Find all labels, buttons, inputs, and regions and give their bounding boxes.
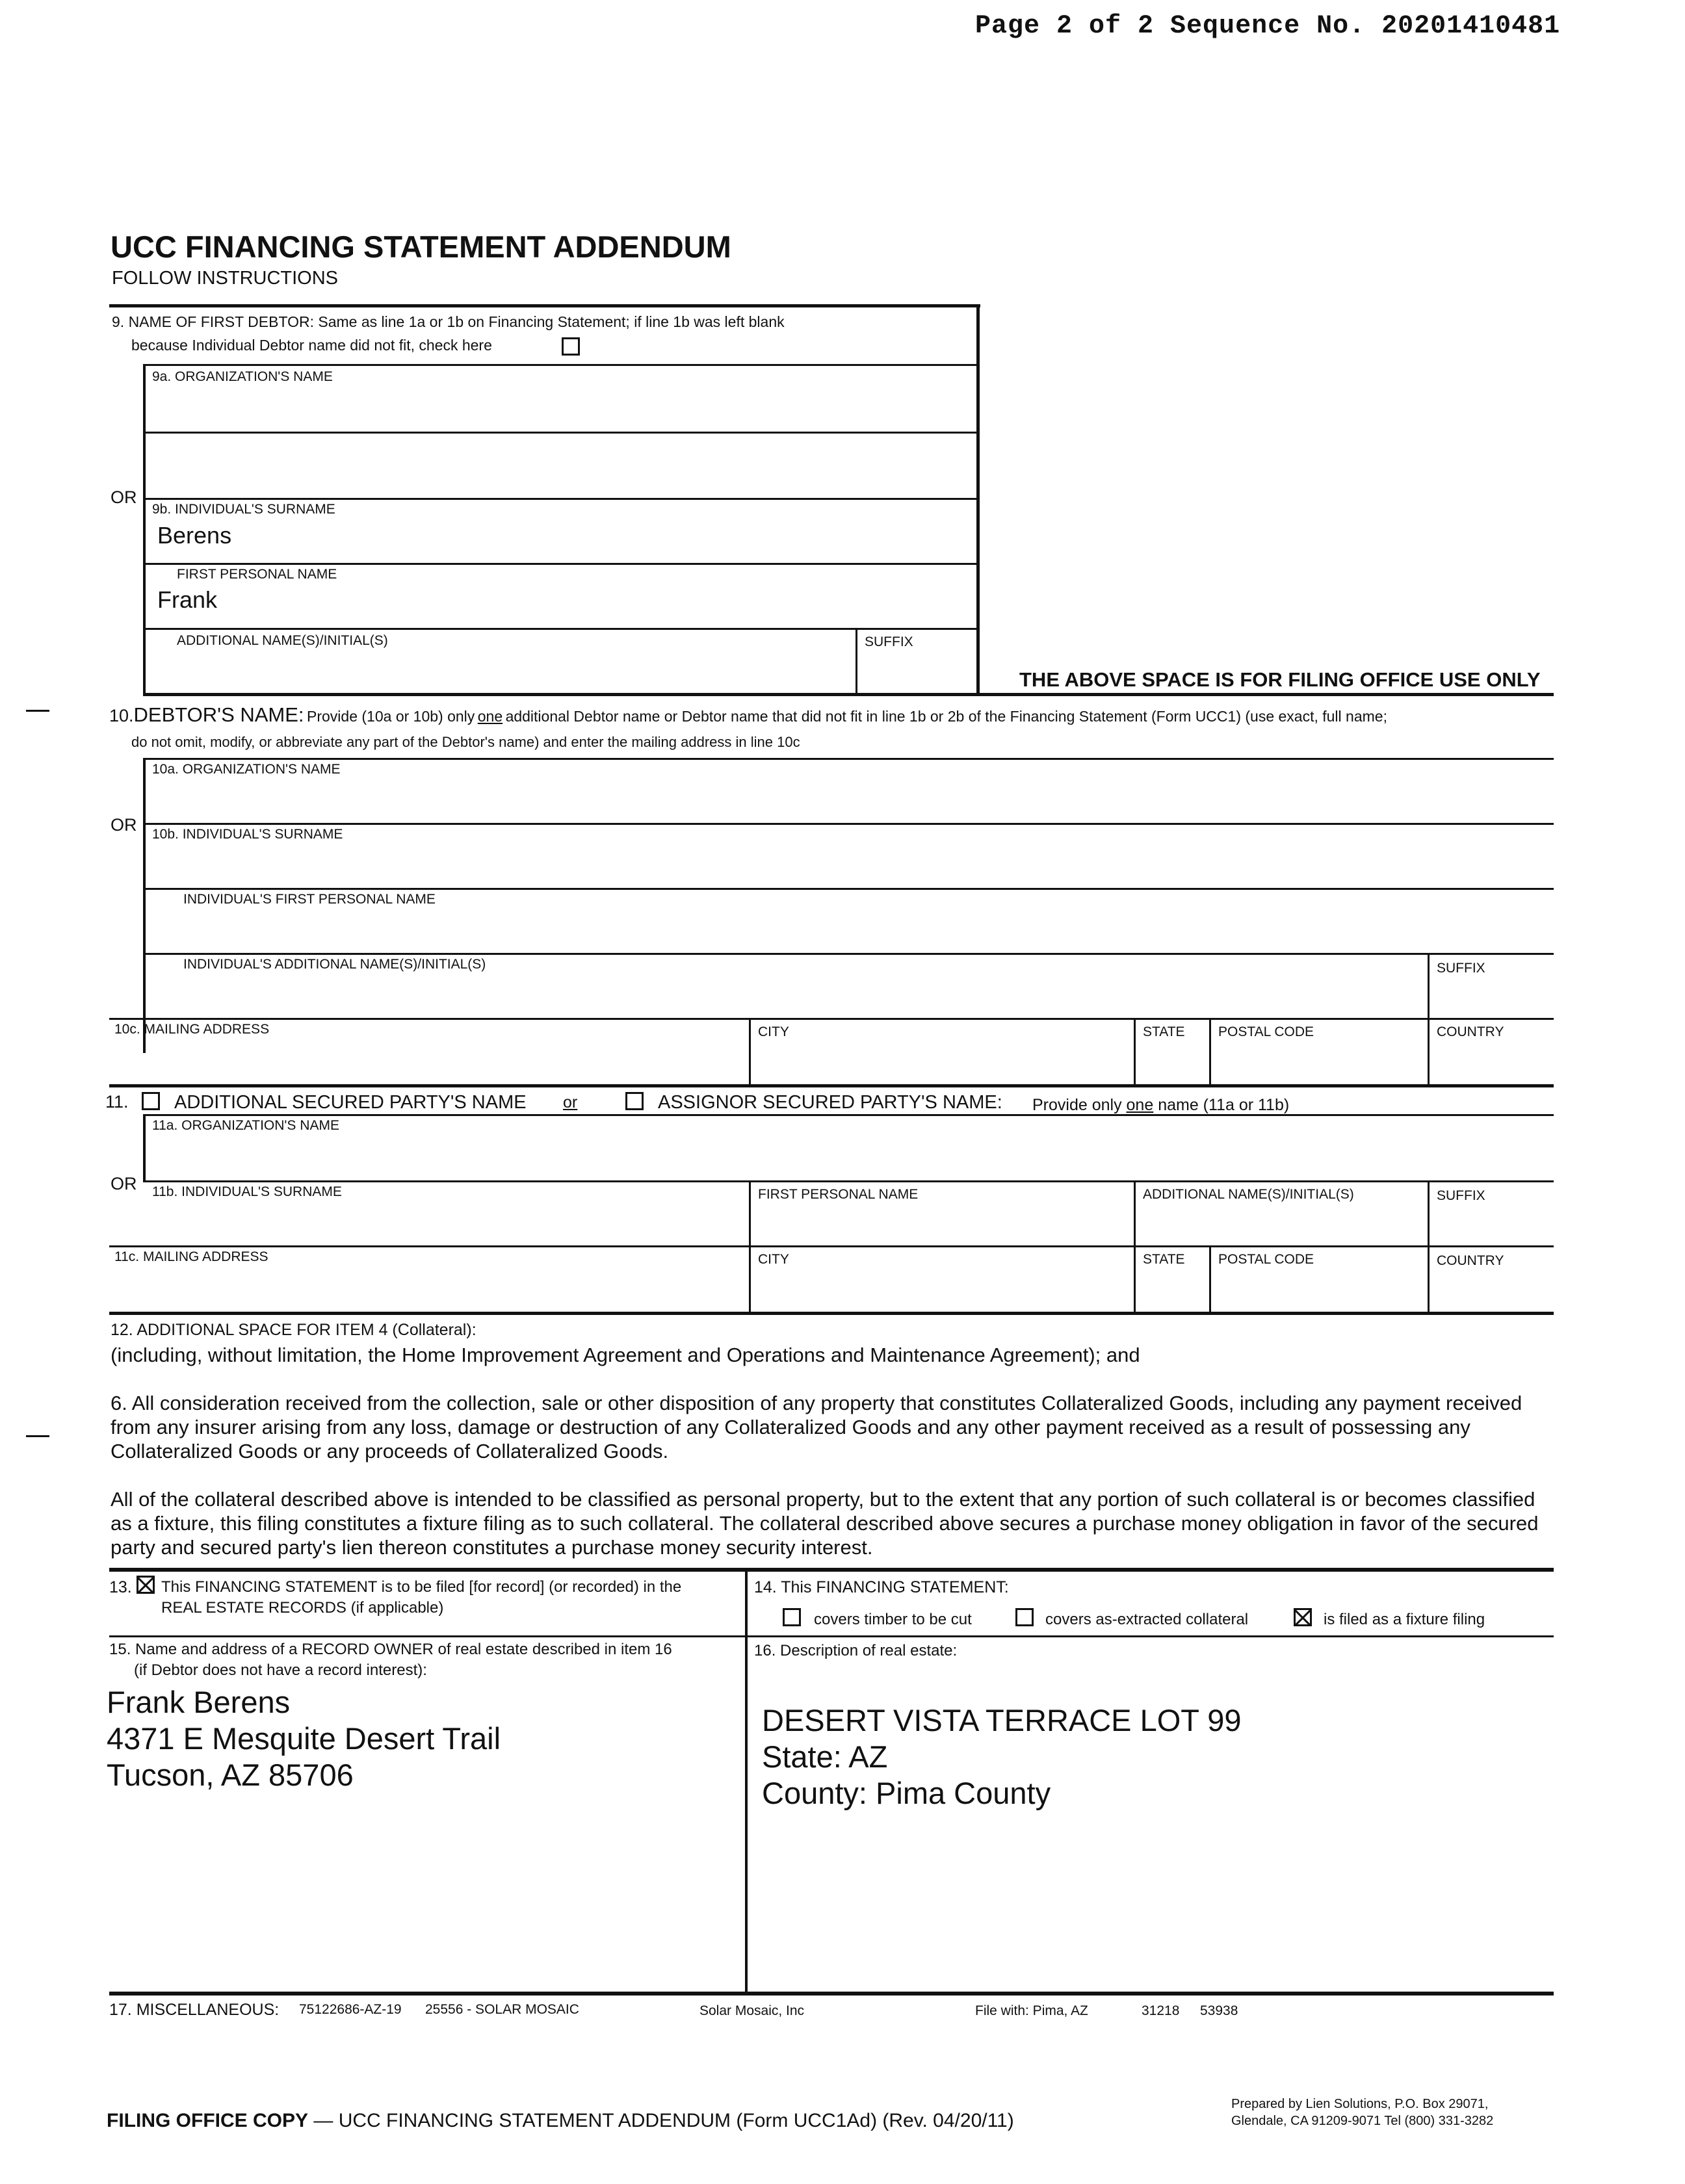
item14-option-fixture: is filed as a fixture filing — [1324, 1611, 1485, 1628]
item10-instr-one: one — [477, 708, 503, 725]
margin-tick-2 — [26, 1435, 49, 1437]
item10-first-name-field[interactable] — [183, 909, 1542, 948]
item16-label: 16. Description of real estate: — [754, 1642, 958, 1659]
item10c-mailing-address-label: 10c. MAILING ADDRESS — [114, 1022, 270, 1037]
filing-office-use-note: THE ABOVE SPACE IS FOR FILING OFFICE USE ONLY — [1019, 668, 1541, 691]
item13-text-line1: This FINANCING STATEMENT is to be filed [for record] (or recorded) in the — [161, 1578, 682, 1596]
item15-owner-city-state-zip: Tucson, AZ 85706 — [107, 1758, 354, 1792]
item14-option-timber: covers timber to be cut — [814, 1611, 972, 1628]
footer-form-id — [107, 2110, 1014, 2132]
item15-label-line2: (if Debtor does not have a record interest): — [134, 1661, 427, 1679]
follow-instructions: FOLLOW INSTRUCTIONS — [112, 268, 339, 289]
item17-client-code: 25556 - SOLAR MOSAIC — [425, 2002, 579, 2017]
item11-or-word: or — [563, 1093, 578, 1112]
item12-paragraph-2: 6. All consideration received from the collection, sale or other disposition of any property that constitutes Collateralized Goods, including any payment received from any insurer arising from any loss, damage or destruction of any Collateralized Goods and any other payment received as a result of possessing any Collateralized Goods or any proceeds of Collateralized Goods. — [111, 1392, 1522, 1462]
item10b-surname-field[interactable] — [152, 844, 1543, 883]
item11-additional-name-label: ADDITIONAL NAME(S)/INITIAL(S) — [1143, 1187, 1354, 1202]
item11-instructions — [1032, 1096, 1289, 1115]
item15-owner-street: 4371 E Mesquite Desert Trail — [107, 1721, 501, 1756]
item10a-org-name-label: 10a. ORGANIZATION'S NAME — [152, 762, 341, 777]
item11-option-assignor: ASSIGNOR SECURED PARTY'S NAME: — [658, 1092, 1002, 1113]
item15-owner-name: Frank Berens — [107, 1685, 291, 1719]
item11c-mailing-address-label: 11c. MAILING ADDRESS — [114, 1249, 268, 1264]
item10-or-label: OR — [111, 815, 137, 835]
item11-country-label: COUNTRY — [1437, 1253, 1504, 1268]
item10b-surname-label: 10b. INDIVIDUAL'S SURNAME — [152, 827, 343, 842]
item12-label: 12. ADDITIONAL SPACE FOR ITEM 4 (Collateral): — [111, 1321, 477, 1339]
item10-instr-b: additional Debtor name or Debtor name that did not fit in line 1b or 2b of the Financing Statement (Form UCC1) (use exact, full name; — [505, 708, 1387, 725]
item10-header — [109, 703, 1387, 727]
item14-timber-checkbox[interactable] — [783, 1608, 801, 1626]
item11-number: 11. — [105, 1092, 129, 1112]
item14-label: 14. This FINANCING STATEMENT: — [754, 1578, 1009, 1596]
footer-filing-office-copy: FILING OFFICE COPY — [107, 2110, 309, 2131]
item10-first-name-label: INDIVIDUAL'S FIRST PERSONAL NAME — [183, 892, 436, 907]
item13-checkbox[interactable] — [137, 1576, 155, 1594]
item11-city-label: CITY — [758, 1252, 789, 1267]
margin-tick — [26, 710, 49, 712]
item11a-org-name-field[interactable] — [152, 1135, 1543, 1173]
item11-instr-a: Provide only — [1032, 1096, 1122, 1114]
item11-additional-secured-party-checkbox[interactable] — [142, 1092, 160, 1110]
item10-number: 10. — [109, 706, 134, 725]
item9-or-label: OR — [111, 488, 137, 507]
item12-paragraph-3: All of the collateral described above is intended to be classified as personal property, but to the extent that any portion of such collateral is or becomes classified as a fixture, this filing constitutes a fixture filing as to such collateral. The collateral described above secures a purchase money obligation in favor of the secured party and secured party's lien thereon constitutes a purchase money security interest. — [111, 1488, 1539, 1559]
item10-suffix-label: SUFFIX — [1437, 961, 1485, 976]
footer-prepared-by-line2: Glendale, CA 91209-9071 Tel (800) 331-3282 — [1231, 2114, 1494, 2128]
item9-first-name-value[interactable]: Frank — [157, 586, 218, 613]
item17-number-2: 53938 — [1200, 2003, 1238, 2018]
item16-description-line3: County: Pima County — [762, 1776, 1051, 1810]
item9-instructions-line2: because Individual Debtor name did not fit, check here — [131, 337, 492, 354]
item9-suffix-label: SUFFIX — [865, 634, 913, 649]
item17-number-1: 31218 — [1142, 2003, 1180, 2018]
item11-suffix-label: SUFFIX — [1437, 1188, 1485, 1203]
footer-prepared-by-line1: Prepared by Lien Solutions, P.O. Box 29071, — [1231, 2097, 1489, 2111]
page-sequence-header: Page 2 of 2 Sequence No. 20201410481 — [975, 12, 1561, 41]
item12-paragraph-1: (including, without limitation, the Home Improvement Agreement and Operations and Maintenance Agreement); and — [111, 1344, 1140, 1366]
item9b-surname-label: 9b. INDIVIDUAL'S SURNAME — [152, 502, 335, 517]
item11-instr-one: one — [1126, 1096, 1154, 1114]
item9-instructions-line1: 9. NAME OF FIRST DEBTOR: Same as line 1a or 1b on Financing Statement; if line 1b was left blank — [112, 313, 785, 330]
item17-secured-party: Solar Mosaic, Inc — [699, 2003, 805, 2018]
item10a-org-name-field[interactable] — [152, 780, 1543, 819]
item11-or-label: OR — [111, 1174, 137, 1193]
item15-label-line1: 15. Name and address of a RECORD OWNER of real estate described in item 16 — [109, 1641, 672, 1658]
item9a-org-name-label: 9a. ORGANIZATION'S NAME — [152, 369, 333, 384]
item11a-org-name-label: 11a. ORGANIZATION'S NAME — [152, 1118, 339, 1133]
item10-instructions-line2: do not omit, modify, or abbreviate any part of the Debtor's name) and enter the mailing address in line 10c — [131, 734, 800, 750]
item16-description-line2: State: AZ — [762, 1739, 888, 1774]
item11-state-label: STATE — [1143, 1252, 1185, 1267]
item10-city-label: CITY — [758, 1024, 789, 1039]
form-title: UCC FINANCING STATEMENT ADDENDUM — [111, 229, 731, 264]
item13-number: 13. — [109, 1578, 132, 1596]
item9-check-here-checkbox[interactable] — [562, 337, 580, 356]
item11-assignor-secured-party-checkbox[interactable] — [625, 1092, 644, 1110]
item11-postal-code-label: POSTAL CODE — [1218, 1252, 1314, 1267]
item9-first-name-label: FIRST PERSONAL NAME — [177, 567, 337, 582]
item10-state-label: STATE — [1143, 1024, 1185, 1039]
item14-option-as-extracted: covers as-extracted collateral — [1045, 1611, 1249, 1628]
item17-file-with: File with: Pima, AZ — [975, 2003, 1088, 2018]
item11-first-name-label: FIRST PERSONAL NAME — [758, 1187, 919, 1202]
item10-instr-a: Provide (10a or 10b) only — [307, 708, 475, 725]
item13-text-line2: REAL ESTATE RECORDS (if applicable) — [161, 1599, 444, 1617]
item17-reference-number: 75122686-AZ-19 — [299, 2002, 402, 2017]
item10-title: DEBTOR'S NAME: — [133, 703, 304, 726]
item14-fixture-filing-checkbox[interactable] — [1294, 1608, 1312, 1626]
item16-description-line1: DESERT VISTA TERRACE LOT 99 — [762, 1703, 1242, 1737]
item10-additional-name-label: INDIVIDUAL'S ADDITIONAL NAME(S)/INITIAL(S) — [183, 957, 486, 972]
item17-label: 17. MISCELLANEOUS: — [109, 2001, 280, 2019]
item9b-surname-value[interactable]: Berens — [157, 522, 232, 549]
item9-additional-name-label: ADDITIONAL NAME(S)/INITIAL(S) — [177, 633, 388, 648]
item11b-surname-label: 11b. INDIVIDUAL'S SURNAME — [152, 1184, 342, 1199]
item10-country-label: COUNTRY — [1437, 1024, 1504, 1039]
footer-form-name: — UCC FINANCING STATEMENT ADDENDUM (Form UCC1Ad) (Rev. 04/20/11) — [313, 2110, 1014, 2131]
item9a-org-name-field-2[interactable] — [152, 437, 971, 495]
item11-instr-b: name (11a or 11b) — [1158, 1096, 1290, 1114]
item14-as-extracted-checkbox[interactable] — [1015, 1608, 1034, 1626]
item10-postal-code-label: POSTAL CODE — [1218, 1024, 1314, 1039]
item11-option-additional: ADDITIONAL SECURED PARTY'S NAME — [174, 1092, 527, 1113]
item9a-org-name-field[interactable] — [152, 390, 971, 429]
